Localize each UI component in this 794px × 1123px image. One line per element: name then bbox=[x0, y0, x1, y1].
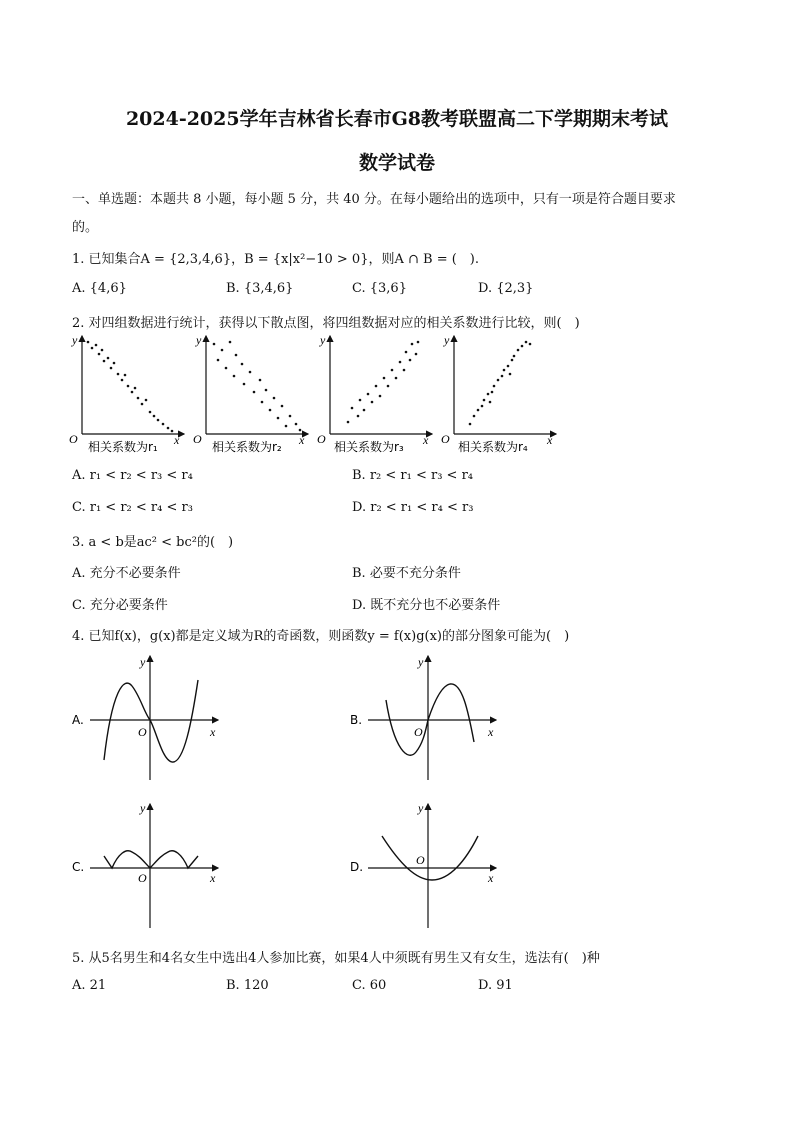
plot3-origin: O bbox=[317, 432, 326, 446]
q4-stem: 4. 已知f(x)，g(x)都是定义域为R的奇函数，则函数y = f(x)g(x)的部分图象可能为( ) bbox=[72, 629, 570, 644]
q2-option-b[interactable]: B. r₂ < r₁ < r₃ < r₄ bbox=[352, 468, 473, 483]
exam-subtitle: 数学试卷 bbox=[358, 152, 435, 174]
q4a-origin: O bbox=[138, 725, 147, 739]
q4b-origin: O bbox=[414, 725, 423, 739]
plot2-x-label: x bbox=[299, 433, 305, 447]
q4-graphs bbox=[60, 650, 520, 940]
q4a-y-label: y bbox=[140, 655, 146, 669]
q4-label-d: D. bbox=[350, 860, 364, 874]
q2-option-c[interactable]: C. r₁ < r₂ < r₄ < r₃ bbox=[72, 500, 193, 515]
q3-option-b[interactable]: B. 必要不充分条件 bbox=[352, 566, 461, 581]
q4-graph-c[interactable] bbox=[72, 801, 218, 928]
q1-option-a[interactable]: A. {4,6} bbox=[72, 281, 127, 296]
plot4-origin: O bbox=[441, 432, 450, 446]
q1-option-c[interactable]: C. {3,6} bbox=[352, 281, 407, 296]
scatter-plot-r1 bbox=[69, 333, 184, 454]
q5-option-b[interactable]: B. 120 bbox=[226, 978, 269, 993]
q4c-x-label: x bbox=[210, 871, 216, 885]
q3-option-a[interactable]: A. 充分不必要条件 bbox=[72, 566, 181, 581]
q2-stem: 2. 对四组数据进行统计，获得以下散点图，将四组数据对应的相关系数进行比较，则( ) bbox=[72, 316, 580, 331]
q4c-origin: O bbox=[138, 871, 147, 885]
plot3-x-label: x bbox=[423, 433, 429, 447]
q3-option-c[interactable]: C. 充分必要条件 bbox=[72, 598, 168, 613]
scatter-plot-r2 bbox=[193, 333, 308, 454]
scatter-plot-r4 bbox=[441, 333, 556, 454]
q4-graph-b[interactable] bbox=[350, 655, 496, 780]
q4d-x-label: x bbox=[488, 871, 494, 885]
q4-label-c: C. bbox=[72, 860, 85, 874]
q1-option-d[interactable]: D. {2,3} bbox=[478, 281, 534, 296]
q4d-origin: O bbox=[416, 853, 425, 867]
q4-graph-d[interactable] bbox=[350, 801, 496, 928]
plot4-x-label: x bbox=[547, 433, 553, 447]
plot2-origin: O bbox=[193, 432, 202, 446]
q4-label-a: A. bbox=[72, 713, 84, 727]
plot4-caption: 相关系数为r₄ bbox=[458, 440, 528, 454]
exam-title: 2024-2025学年吉林省长春市G8教考联盟高二下学期期末考试 bbox=[125, 108, 669, 130]
q3-stem: 3. a < b是ac² < bc²的( ) bbox=[72, 535, 234, 550]
q5-option-a[interactable]: A. 21 bbox=[72, 978, 107, 993]
q4d-y-label: y bbox=[418, 801, 424, 815]
q4c-y-label: y bbox=[140, 801, 146, 815]
q5-option-c[interactable]: C. 60 bbox=[352, 978, 387, 993]
q4-graph-a[interactable] bbox=[72, 655, 218, 780]
q5-option-d[interactable]: D. 91 bbox=[478, 978, 513, 993]
q4-label-b: B. bbox=[350, 713, 363, 727]
q4b-x-label: x bbox=[488, 725, 494, 739]
q1-stem: 1. 已知集合A = {2,3,4,6}，B = {x|x²−10 > 0}，则A ∩ B = ( ). bbox=[72, 252, 480, 267]
q2-option-d[interactable]: D. r₂ < r₁ < r₄ < r₃ bbox=[352, 500, 474, 515]
section-instructions-line1: 一、单选题：本题共 8 小题，每小题 5 分，共 40 分。在每小题给出的选项中，只有一项是符合题目要求 bbox=[72, 192, 676, 207]
q2-scatter-plots bbox=[66, 330, 566, 460]
plot2-caption: 相关系数为r₂ bbox=[212, 440, 282, 454]
plot1-origin: O bbox=[69, 432, 78, 446]
plot1-x-label: x bbox=[174, 433, 180, 447]
q3-option-d[interactable]: D. 既不充分也不必要条件 bbox=[352, 598, 501, 613]
plot4-y-label: y bbox=[444, 333, 450, 347]
plot1-caption: 相关系数为r₁ bbox=[88, 440, 158, 454]
plot1-y-label: y bbox=[72, 333, 78, 347]
q4a-x-label: x bbox=[210, 725, 216, 739]
plot2-y-label: y bbox=[196, 333, 202, 347]
q5-stem: 5. 从5名男生和4名女生中选出4人参加比赛，如果4人中须既有男生又有女生，选法有( )种 bbox=[72, 951, 600, 966]
q2-option-a[interactable]: A. r₁ < r₂ < r₃ < r₄ bbox=[72, 468, 193, 483]
scatter-plot-r3 bbox=[317, 333, 432, 454]
q1-option-b[interactable]: B. {3,4,6} bbox=[226, 281, 294, 296]
plot3-y-label: y bbox=[320, 333, 326, 347]
section-instructions-line2: 的。 bbox=[72, 220, 99, 235]
q4b-y-label: y bbox=[418, 655, 424, 669]
plot3-caption: 相关系数为r₃ bbox=[334, 440, 404, 454]
